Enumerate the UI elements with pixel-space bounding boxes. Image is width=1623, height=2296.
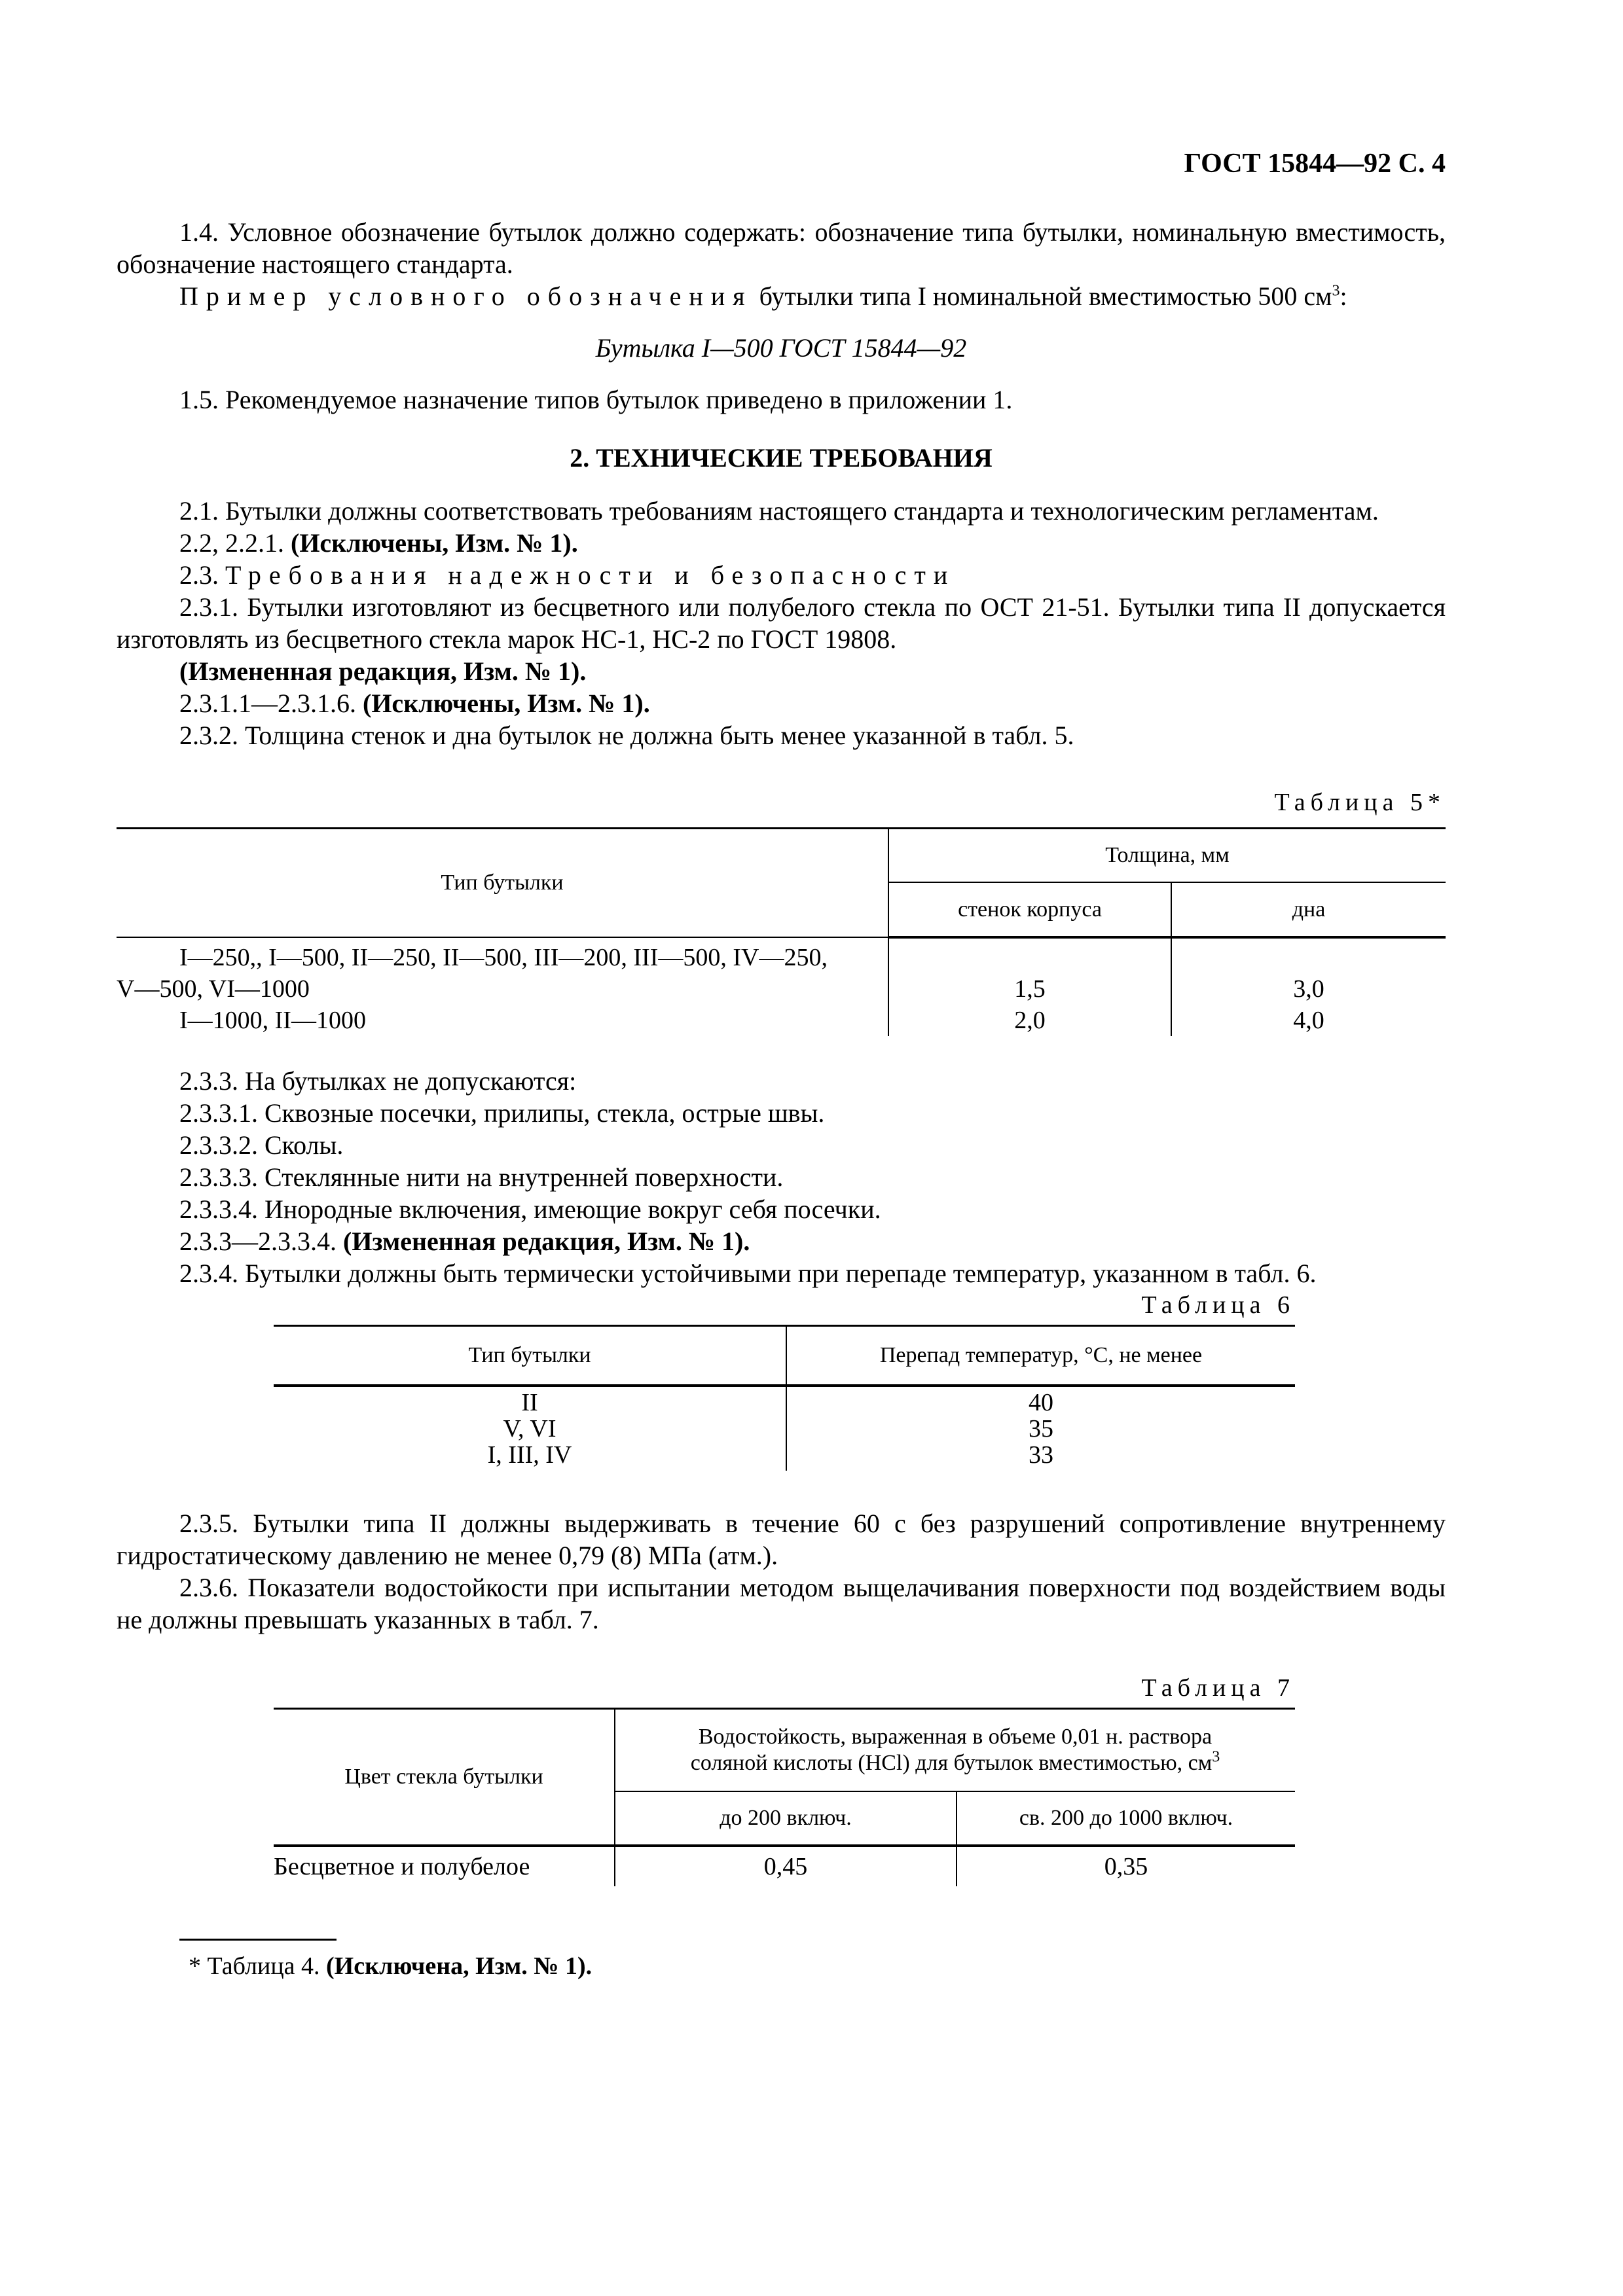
table6-row3-type: I, III, IV [274,1442,786,1471]
example-spaced-label: Пример условного обозначения [179,281,753,311]
table-5 [117,827,1446,1036]
para-2-3 [117,559,1446,591]
para-2-3-2: 2.3.2. Толщина стенок и дна бутылок не должна быть менее указанной в табл. 5. [179,721,1074,750]
table6-header-diff: Перепад температур, °С, не менее [786,1326,1295,1386]
para-2-3-1-edit-note: (Измененная редакция, Изм. № 1). [179,656,587,686]
table-row [117,937,1446,1005]
table5-header-walls: стенок корпуса [888,882,1171,937]
para-2-3-3-2: 2.3.3.2. Сколы. [179,1130,344,1160]
table5-row1-type-line2: V—500, VI—1000 [117,975,310,1003]
table6-row2-type: V, VI [274,1416,786,1442]
example-text: бутылки типа I номинальной вместимостью 500 см [752,281,1332,311]
table7-row1-over200: 0,35 [1104,1853,1148,1880]
table-row [274,1442,1295,1471]
table-7 [274,1708,1295,1886]
example-colon: : [1340,281,1347,311]
table7-header-resistance [615,1709,1295,1792]
para-2-3-1-edit [117,655,1446,687]
table6-caption: Таблица 6 [1141,1291,1295,1319]
table5-header-bottom: дна [1171,882,1446,937]
para-2-3-number: 2.3. [179,560,225,590]
table7-header-200-1000: св. 200 до 1000 включ. [957,1791,1295,1846]
footnote-separator [179,1939,337,1941]
table7-header-resistance-line2-text: соляной кислоты (НСl) для бутылок вместимостью, см [690,1751,1213,1775]
table-row [274,1416,1295,1442]
para-2-3-5: 2.3.5. Бутылки типа II должны выдерживать в течение 60 с без разрушений сопротивление внутреннему гидростатическому давлению не менее 0,79 (8) МПа (атм.). [117,1509,1446,1570]
para-2-3-3-x-note: (Измененная редакция, Изм. № 1). [343,1227,750,1256]
document-page [117,145,1446,1982]
table7-header-color: Цвет стекла бутылки [274,1709,615,1846]
table5-row2-bottom: 4,0 [1293,1007,1324,1034]
para-2-2-note: (Исключены, Изм. № 1). [291,528,578,558]
para-1-4: 1.4. Условное обозначение бутылок должно содержать: обозначение типа бутылки, номинальную вместимость, обозначение настоящего стандарта. [117,217,1446,279]
table7-header-resistance-sup: 3 [1212,1748,1220,1766]
table5-header-type: Тип бутылки [117,829,888,938]
para-2-3-3-3: 2.3.3.3. Стеклянные нити на внутренней поверхности. [179,1162,784,1192]
footnote-note: (Исключена, Изм. № 1). [326,1952,593,1980]
table7-header-upto200: до 200 включ. [615,1791,957,1846]
para-2-1: 2.1. Бутылки должны соответствовать требованиям настоящего стандарта и технологическим регламентам. [179,496,1379,526]
para-2-3-3-4: 2.3.3.4. Инородные включения, имеющие вокруг себя посечки. [179,1194,881,1224]
para-2-3-4: 2.3.4. Бутылки должны быть термически устойчивыми при перепаде температур, указанном в табл. 6. [179,1259,1317,1288]
para-2-3-3-1: 2.3.3.1. Сквозные посечки, прилипы, стекла, острые швы. [179,1098,825,1128]
example-sup: 3 [1332,282,1340,300]
table5-caption: Таблица 5* [1274,789,1446,816]
table5-row1-bottom: 3,0 [1293,975,1324,1003]
para-1-5: 1.5. Рекомендуемое назначение типов бутылок приведено в приложении 1. [179,385,1013,414]
para-2-3-1-x [117,687,1446,719]
table5-row2-walls: 2,0 [888,1005,1171,1036]
footnote [117,1950,1446,1982]
para-example [117,280,1446,312]
para-2-3-3-x-number: 2.3.3—2.3.3.4. [179,1227,343,1256]
table7-header-resistance-line2 [615,1750,1295,1776]
para-2-3-3-x [117,1225,1446,1257]
table7-row1-upto200: 0,45 [615,1846,957,1886]
section-2-title: 2. ТЕХНИЧЕСКИЕ ТРЕБОВАНИЯ [570,443,993,473]
table-6 [274,1325,1295,1471]
table6-row1-value: 40 [1029,1389,1053,1416]
para-2-3-6: 2.3.6. Показатели водостойкости при испытании методом выщелачивания поверхности под воздействием воды не должны превышать указанных в табл. 7. [117,1573,1446,1634]
para-2-3-1-x-number: 2.3.1.1—2.3.1.6. [179,689,363,718]
table6-row2-value: 35 [1029,1415,1053,1443]
para-2-3-1: 2.3.1. Бутылки изготовляют из бесцветного или полубелого стекла по ОСТ 21-51. Бутылки типа II допускается изготовлять из бесцветного стекла марок НС-1, НС-2 по ГОСТ 19808. [117,592,1446,654]
example-designation: Бутылка I—500 ГОСТ 15844—92 [595,333,967,363]
para-2-3-1-x-note: (Исключены, Изм. № 1). [363,689,650,718]
table-row [274,1386,1295,1416]
table6-header-type: Тип бутылки [274,1326,786,1386]
footnote-text: * Таблица 4. [189,1952,327,1980]
table6-row3-value: 33 [1029,1441,1053,1469]
table7-header-resistance-line1: Водостойкость, выраженная в объеме 0,01 н. раствора [698,1725,1213,1749]
table6-row1-type: II [274,1386,786,1416]
page-header: ГОСТ 15844—92 С. 4 [1184,149,1446,179]
table-row [274,1846,1295,1886]
table5-header-thickness: Толщина, мм [888,829,1446,883]
table5-row2-type: I—1000, II—1000 [117,1005,888,1036]
para-2-2 [117,527,1446,559]
para-2-2-number: 2.2, 2.2.1. [179,528,291,558]
table7-caption: Таблица 7 [1141,1674,1295,1702]
table5-row1-type [117,937,888,1005]
table7-row1-color: Бесцветное и полубелое [274,1846,615,1886]
table5-row1-type-line1: I—250,, I—500, II—250, II—500, III—200, III—500, IV—250, [179,944,828,971]
table5-row1-walls: 1,5 [888,937,1171,1005]
table-row [117,1005,1446,1036]
para-2-3-3: 2.3.3. На бутылках не допускаются: [179,1066,577,1096]
para-2-3-title: Требования надежности и безопасности [225,560,956,590]
